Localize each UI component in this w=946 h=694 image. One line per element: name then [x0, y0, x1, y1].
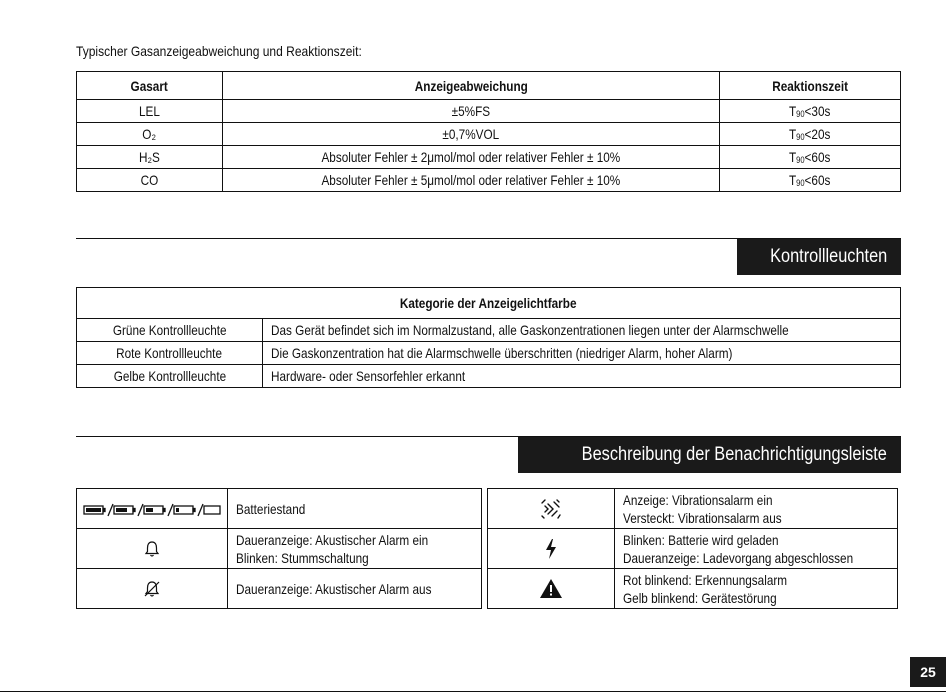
bell-icon [77, 529, 228, 569]
indicator-table-header: Kategorie der Anzeigelichtfarbe [77, 288, 901, 319]
notification-desc-cell: Blinken: Batterie wird geladen Daueranzeige: Ladevorgang abgeschlossen [615, 529, 898, 569]
battery-levels-icon [77, 489, 228, 529]
gas-deviation-table [76, 71, 901, 192]
page-number: 25 [910, 657, 946, 687]
notification-desc-cell: Anzeige: Vibrationsalarm ein Versteckt: Vibrationsalarm aus [615, 489, 898, 529]
deviation-cell: Absoluter Fehler ± 2μmol/mol oder relativer Fehler ± 10% [223, 146, 720, 169]
table-row [488, 569, 898, 609]
lightning-icon [488, 529, 615, 569]
column-header-deviation: Anzeigeabweichung [223, 72, 720, 100]
table-row [77, 569, 482, 609]
column-header-gas: Gasart [77, 72, 223, 100]
response-cell: $T_{90}<30s$ [720, 100, 901, 123]
response-cell: $T_{90}<60s$ [720, 169, 901, 192]
intro-text: Typischer Gasanzeigeabweichung und Reaktionszeit: [76, 43, 362, 59]
table-header-row [77, 288, 901, 319]
table-header-row [77, 72, 901, 100]
table-row [77, 319, 901, 342]
notification-desc-cell: Daueranzeige: Akustischer Alarm aus [228, 569, 482, 609]
table-row [77, 123, 901, 146]
notification-desc-cell: Rot blinkend: Erkennungsalarm Gelb blinkend: Gerätestörung [615, 569, 898, 609]
bottom-divider [0, 691, 946, 692]
notification-table-right [487, 488, 898, 609]
notification-table-left [76, 488, 482, 609]
table-row [488, 529, 898, 569]
deviation-cell: ±5%FS [223, 100, 720, 123]
table-row [488, 489, 898, 529]
bell-off-icon [77, 569, 228, 609]
section-heading-notification: Beschreibung der Benachrichtigungsleiste [518, 437, 901, 473]
table-row [77, 529, 482, 569]
indicator-desc-cell: Die Gaskonzentration hat die Alarmschwelle überschritten (niedriger Alarm, hoher Alarm) [263, 342, 901, 365]
response-cell: $T_{90}<20s$ [720, 123, 901, 146]
warning-triangle-icon [488, 569, 615, 609]
table-row [77, 100, 901, 123]
table-row [77, 489, 482, 529]
response-cell: $T_{90}<60s$ [720, 146, 901, 169]
gas-cell: LEL [77, 100, 223, 123]
indicator-name-cell: Rote Kontrollleuchte [77, 342, 263, 365]
indicator-light-table [76, 287, 901, 388]
gas-cell: CO [77, 169, 223, 192]
deviation-cell: ±0,7%VOL [223, 123, 720, 146]
column-header-response: Reaktionszeit [720, 72, 901, 100]
notification-desc-cell: Daueranzeige: Akustischer Alarm ein Blinken: Stummschaltung [228, 529, 482, 569]
gas-cell: H₂S [77, 146, 223, 169]
notification-desc-cell: Batteriestand [228, 489, 482, 529]
gas-cell: O₂ [77, 123, 223, 146]
section-heading-indicators: Kontrollleuchten [737, 239, 901, 275]
table-row [77, 365, 901, 388]
vibration-icon [488, 489, 615, 529]
indicator-name-cell: Grüne Kontrollleuchte [77, 319, 263, 342]
table-row [77, 146, 901, 169]
deviation-cell: Absoluter Fehler ± 5μmol/mol oder relativer Fehler ± 10% [223, 169, 720, 192]
table-row [77, 342, 901, 365]
indicator-desc-cell: Das Gerät befindet sich im Normalzustand, alle Gaskonzentrationen liegen unter der Alarmschwelle [263, 319, 901, 342]
indicator-desc-cell: Hardware- oder Sensorfehler erkannt [263, 365, 901, 388]
table-row [77, 169, 901, 192]
indicator-name-cell: Gelbe Kontrollleuchte [77, 365, 263, 388]
